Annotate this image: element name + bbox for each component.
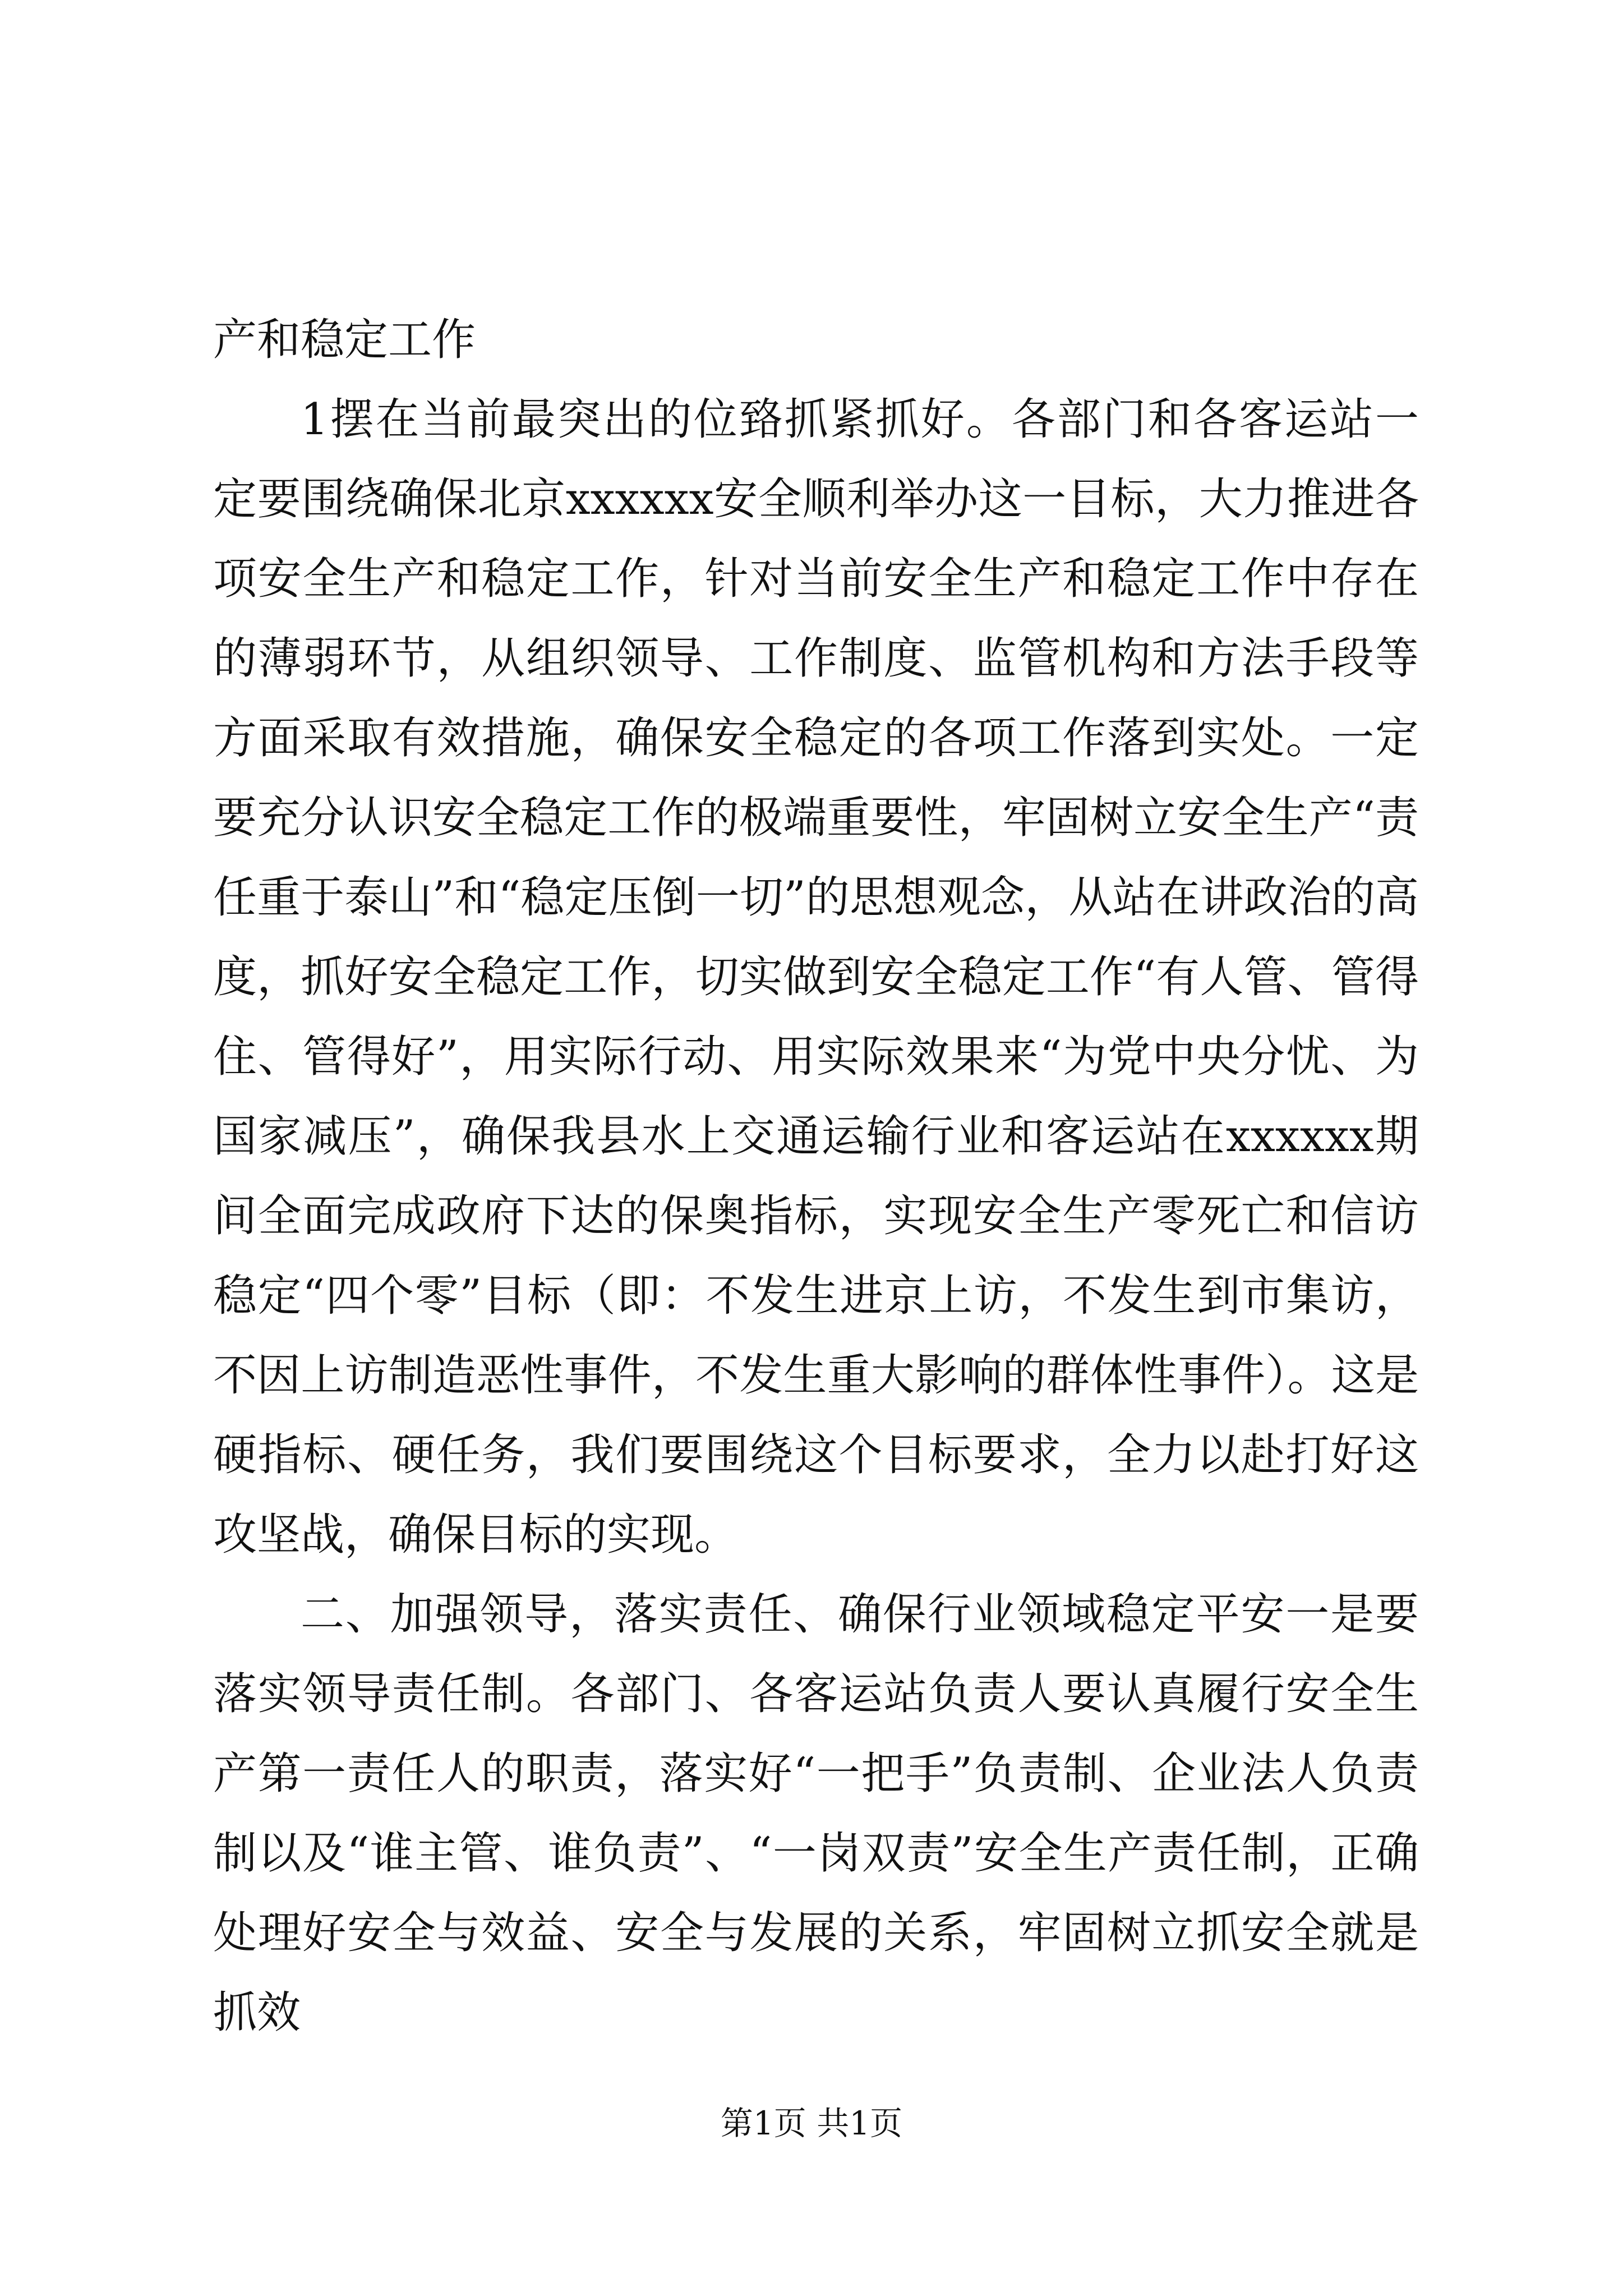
paragraph-continuation: 产和稳定工作: [213, 315, 476, 365]
document-body: [213, 300, 1419, 2053]
paragraph-1: 1摆在当前最突出的位臵抓紧抓好。各部门和各客运站一定要围绕确保北京xxxxxx安全顺利举办这一目标，大力推进各项安全生产和稳定工作，针对当前安全生产和稳定工作中存在的薄弱环节，从组织领导、工作制度、监管机构和方法手段等方面采取有效措施，确保安全稳定的各项工作落到实处。一定要充分认识安全稳定工作的极端重要性，牢固树立安全生产“责任重于泰山”和“稳定压倒一切”的思想观念，从站在讲政治的高度，抓好安全稳定工作，切实做到安全稳定工作“有人管、管得住、管得好”，用实际行动、用实际效果来“为党中央分忧、为国家减压”，确保我县水上交通运输行业和客运站在xxxxxx期间全面完成政府下达的保奥指标，实现安全生产零死亡和信访稳定“四个零”目标（即：不发生进京上访，不发生到市集访，不因上访制造恶性事件，不发生重大影响的群体性事件）。这是硬指标、硬任务，我们要围绕这个目标要求，全力以赴打好这攻坚战，确保目标的实现。: [213, 394, 1419, 1560]
page-footer: 第1页 共1页: [720, 2104, 903, 2142]
paragraph-2: 二、加强领导，落实责任、确保行业领域稳定平安一是要落实领导责任制。各部门、各客运站负责人要认真履行安全生产第一责任人的职责，落实好“一把手”负责制、企业法人负责制以及“谁主管、谁负责”、“一岗双责”安全生产责任制，正确处理好安全与效益、安全与发展的关系，牢固树立抓安全就是抓效: [213, 1589, 1419, 2038]
